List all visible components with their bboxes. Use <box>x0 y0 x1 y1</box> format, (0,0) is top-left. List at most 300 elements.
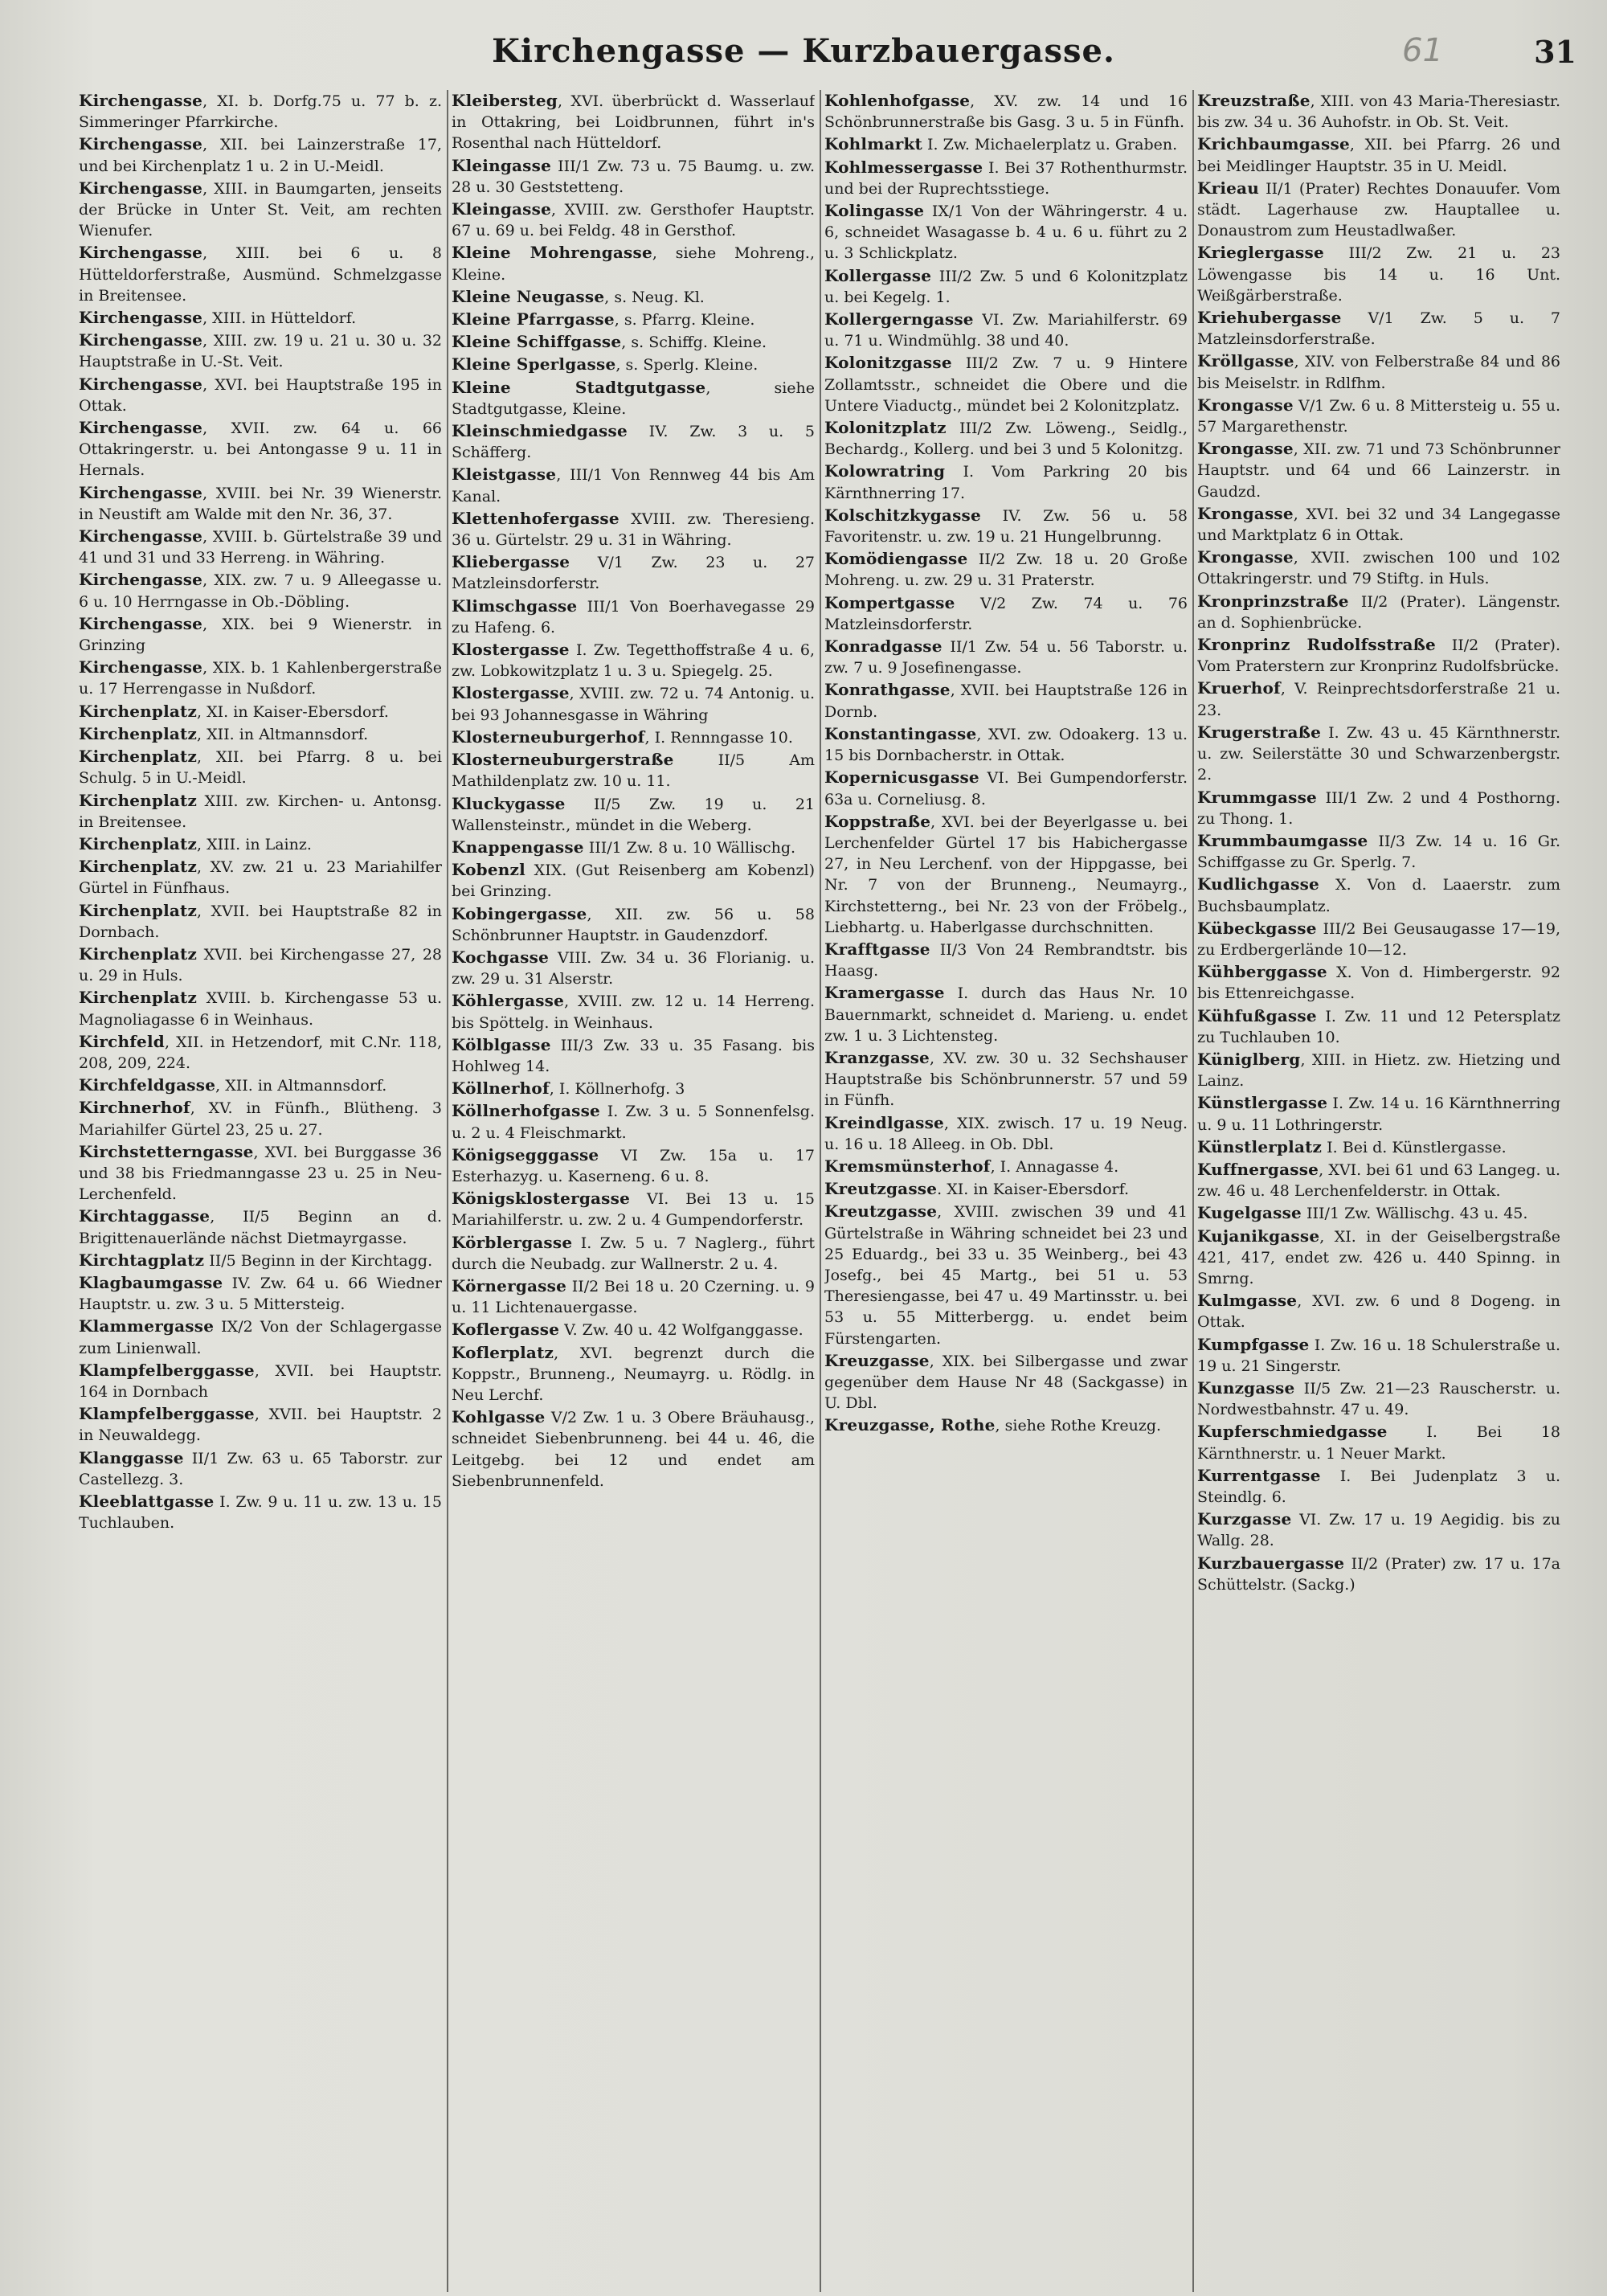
street-name: Kobingergasse <box>452 903 587 923</box>
street-description: I. Vom Parkring 20 bis Kärnthnerring 17. <box>824 463 1188 502</box>
street-name: Kirchengasse <box>79 243 203 263</box>
street-entry <box>452 551 815 594</box>
street-description: , XIV. von Felberstraße 84 und 86 bis Meiselstr. in Rdlfhm. <box>1197 353 1560 392</box>
street-name: Kochgasse <box>452 947 549 967</box>
street-entry <box>1197 242 1560 306</box>
street-entry <box>1197 874 1560 916</box>
street-name: Klostergasse <box>452 683 570 703</box>
street-name: Kobenzl <box>452 860 525 880</box>
street-description: III/2 Bei Geusaugasse 17—19, zu Erdbergerlände 10—12. <box>1197 919 1560 959</box>
street-description: V/2 Zw. 74 u. 76 Matzleinsdorferstr. <box>824 594 1188 633</box>
street-name: Kirchtagplatz <box>79 1250 205 1270</box>
street-name: Klosterneuburgerhof <box>452 726 645 747</box>
street-description: II/2 Bei 18 u. 20 Czerning. u. 9 u. 11 Lichtenauergasse. <box>452 1277 815 1317</box>
street-name: Kleine Pfarrgasse <box>452 309 615 329</box>
street-description: II/1 Zw. 54 u. 56 Taborstr. u. zw. 7 u. 9 Josefinengasse. <box>824 638 1188 677</box>
street-description: IV. Zw. 64 u. 66 Wiedner Hauptstr. u. zw. 3 u. 5 Mittersteig. <box>79 1274 442 1314</box>
street-entry <box>452 1406 815 1492</box>
street-description: , XV. zw. 21 u. 23 Mariahilfer Gürtel in Fünfhaus. <box>79 858 442 898</box>
street-entry <box>824 1350 1188 1414</box>
street-description: , XIII. in Hietz. zw. Hietzing und Lainz. <box>1197 1050 1560 1091</box>
street-entry <box>1197 722 1560 786</box>
street-entry <box>1197 1421 1560 1463</box>
column-2 <box>452 90 815 2292</box>
street-description: , III/1 Von Rennweg 44 bis Am Kanal. <box>452 466 815 505</box>
street-name: Kirchenplatz <box>79 747 198 767</box>
street-entry <box>824 1414 1188 1436</box>
street-description: I. Bei Judenplatz 3 u. Steindlg. 6. <box>1197 1467 1560 1506</box>
street-name: Köllnerhof <box>452 1078 550 1099</box>
street-name: Kruerhof <box>1197 678 1281 698</box>
street-description: I. Zw. 3 u. 5 Sonnenfelsg. u. 2 u. 4 Fleischmarkt. <box>452 1103 815 1142</box>
street-name: Kühberggasse <box>1197 962 1327 982</box>
street-name: Kugelgasse <box>1197 1203 1302 1223</box>
street-name: Kleibersteg <box>452 91 558 110</box>
street-name: Kirchengasse <box>79 308 203 328</box>
street-entry <box>824 1156 1188 1177</box>
street-description: , XVIII. bei Nr. 39 Wienerstr. in Neustift am Walde mit den Nr. 36, 37. <box>79 484 442 523</box>
street-name: Kollergasse <box>824 265 932 285</box>
column-3 <box>824 90 1188 2292</box>
street-entry <box>79 900 442 943</box>
street-name: Kirchenplatz <box>79 833 198 853</box>
street-entry <box>452 354 815 375</box>
street-entry <box>824 767 1188 809</box>
street-name: Konradgasse <box>824 636 943 657</box>
street-name: Kirchenplatz <box>79 857 198 877</box>
street-description: , XV. zw. 30 u. 32 Sechshauser Hauptstraße bis Schönbrunnerstr. 57 und 59 in Fünfh. <box>824 1049 1188 1110</box>
street-entry <box>1197 1005 1560 1048</box>
street-entry <box>824 723 1188 766</box>
street-description: I. Zw. 5 u. 7 Naglerg., führt durch die Neubadg. zur Wallnerstr. 2 u. 4. <box>452 1234 815 1273</box>
street-description: , XVI. zw. 6 und 8 Dogeng. in Ottak. <box>1197 1292 1560 1332</box>
street-entry <box>824 1047 1188 1111</box>
street-description: , XVI. bei der Beyerlgasse u. bei Lerchenfelder Gürtel 17 bis Habichergasse 27, in Neu Lerchenf. von der Hippgasse, bei Nr. 7 von der Brunneng., Neumayrg., Kirchstetterng., bei Nr. 23 von der Fröbelg., Liebhartg. u. Haberlgasse durchschnitten. <box>824 812 1188 936</box>
street-description: XVIII. zw. Theresieng. 36 u. Gürtelstr. 29 u. 31 in Währing. <box>452 510 815 550</box>
street-description: II/5 Am Mathildenplatz zw. 10 u. 11. <box>452 751 815 791</box>
street-description: I. Bei 18 Kärnthnerstr. u. 1 Neuer Markt. <box>1197 1423 1560 1463</box>
street-name: Kramergasse <box>824 983 945 1003</box>
street-entry <box>79 374 442 416</box>
street-description: I. Bei 37 Rothenthurmstr. und bei der Ruprechtsstiege. <box>824 158 1188 198</box>
street-name: Klampfelberggasse <box>79 1360 255 1380</box>
street-description: I. Zw. 14 u. 16 Kärnthnerring u. 9 u. 11 Lothringerstr. <box>1197 1095 1560 1134</box>
street-entry <box>79 856 442 898</box>
street-name: Küniglberg <box>1197 1049 1301 1069</box>
street-name: Klimschgasse <box>452 595 578 616</box>
street-description: , XVI. überbrückt d. Wasserlauf in Ottakring, bei Loidbrunnen, führt in's Rosenthal nach Hütteldorf. <box>452 92 815 153</box>
street-entry <box>1197 1049 1560 1091</box>
street-entry <box>79 569 442 612</box>
street-name: Kübeckgasse <box>1197 918 1317 938</box>
street-description: , I. Rennngasse 10. <box>644 728 793 747</box>
street-name: Künstlerplatz <box>1197 1136 1323 1156</box>
street-entry <box>824 592 1188 635</box>
street-name: Klammergasse <box>79 1316 215 1336</box>
street-entry <box>452 639 815 681</box>
street-entry <box>452 1078 815 1099</box>
street-name: Kleinschmiedgasse <box>452 421 628 441</box>
street-name: Köllnerhofgasse <box>452 1101 600 1121</box>
street-description: , XIII. zw. 19 u. 21 u. 30 u. 32 Hauptstraße in U.-St. Veit. <box>79 332 442 371</box>
street-description: XVIII. b. Kirchengasse 53 u. Magnoliagasse 6 in Weinhaus. <box>79 989 442 1029</box>
street-name: Kurzbauergasse <box>1197 1553 1345 1573</box>
street-entry <box>452 682 815 725</box>
street-description: IX/1 Von der Währingerstr. 4 u. 6, schneidet Wasagasse b. 4 u. 6 u. führt zu 2 u. 3 Schlickplatz. <box>824 203 1188 263</box>
street-name: Kleistgasse <box>452 465 557 485</box>
street-name: Kirchengasse <box>79 134 203 154</box>
street-entry <box>1197 830 1560 873</box>
street-entry <box>452 331 815 353</box>
street-description: I. Zw. Tegetthoffstraße 4 u. 6, zw. Lobkowitzplatz 1 u. 3 u. Spiegelg. 25. <box>452 641 815 681</box>
street-description: , XVIII. zw. 12 u. 14 Herreng. bis Spöttelg. in Weinhaus. <box>452 992 815 1032</box>
street-entry <box>824 982 1188 1046</box>
street-entry <box>79 178 442 242</box>
street-name: Kreutzgasse <box>824 1179 938 1199</box>
street-entry <box>79 1491 442 1533</box>
street-name: Krummbaumgasse <box>1197 830 1368 850</box>
street-name: Königsklostergasse <box>452 1189 631 1209</box>
street-entry <box>824 505 1188 547</box>
column-4 <box>1197 90 1560 2292</box>
street-entry <box>79 1272 442 1315</box>
street-entry <box>452 198 815 241</box>
street-description: V/1 Zw. 23 u. 27 Matzleinsdorferstr. <box>452 554 815 593</box>
street-description: , XVII. bei Hauptstr. 2 in Neuwaldegg. <box>79 1406 442 1445</box>
street-description: , XVII. bei Hauptstraße 126 in Dornb. <box>824 681 1188 721</box>
street-name: Klettenhofergasse <box>452 508 619 528</box>
street-description: , XVI. bei 32 und 34 Langegasse und Marktplatz 6 in Ottak. <box>1197 505 1560 545</box>
street-name: Kranzgasse <box>824 1047 930 1067</box>
street-name: Kühfußgasse <box>1197 1005 1317 1025</box>
street-name: Kirchengasse <box>79 91 203 110</box>
street-description: , XI. in Kaiser-Ebersdorf. <box>197 702 389 721</box>
street-description: , XII. bei Lainzerstraße 17, und bei Kirchenplatz 1 u. 2 in U.-Meidl. <box>79 136 442 175</box>
street-entry <box>452 1342 815 1406</box>
street-name: Kirchfeld <box>79 1031 165 1051</box>
street-name: Krugerstraße <box>1197 722 1322 742</box>
street-entry <box>452 1034 815 1077</box>
street-description: , XII. zw. 56 u. 58 Schönbrunner Hauptstr. in Gaudenzdorf. <box>452 905 815 944</box>
street-name: Klostergasse <box>452 640 570 660</box>
street-name: Klanggasse <box>79 1447 184 1467</box>
street-description: III/1 Zw. 2 und 4 Posthorng. zu Thong. 1. <box>1197 788 1560 828</box>
street-description: , siehe Stadtgutgasse, Kleine. <box>452 379 815 418</box>
street-description: , XV. zw. 14 und 16 Schönbrunnerstraße bis Gasg. 3 u. 5 in Fünfh. <box>824 92 1188 132</box>
street-entry <box>79 1097 442 1140</box>
street-name: Kujanikgasse <box>1197 1226 1320 1246</box>
street-entry <box>79 1403 442 1446</box>
street-name: Kuffnergasse <box>1197 1159 1319 1179</box>
street-name: Kohlmessergasse <box>824 157 983 177</box>
street-name: Kirchenplatz <box>79 900 198 920</box>
street-entry <box>79 242 442 306</box>
street-name: Krongasse <box>1197 547 1294 567</box>
street-entry <box>452 749 815 792</box>
street-description: , XVIII. zw. 72 u. 74 Antonig. u. bei 93 Johannesgasse in Währing <box>452 685 815 724</box>
street-name: Kirchengasse <box>79 613 203 633</box>
street-description: II/2 (Prater). Längenstr. an d. Sophienbrücke. <box>1197 592 1560 632</box>
street-entry <box>824 636 1188 678</box>
street-entry <box>452 242 815 284</box>
street-entry <box>452 286 815 308</box>
street-description: XIII. zw. Kirchen- u. Antonsg. in Breitensee. <box>79 792 442 831</box>
street-entry <box>1197 395 1560 437</box>
page-number: 31 <box>1534 34 1576 70</box>
street-entry <box>1197 1159 1560 1201</box>
street-description: , II/5 Beginn an d. Brigittenauerlände nächst Dietmayrgasse. <box>79 1208 442 1247</box>
street-entry <box>452 155 815 198</box>
street-entry <box>1197 961 1560 1004</box>
street-name: Kirchengasse <box>79 482 203 502</box>
street-entry <box>452 1144 815 1187</box>
street-entry <box>1197 178 1560 242</box>
street-description: XVII. bei Kirchengasse 27, 28 u. 29 in Huls. <box>79 945 442 985</box>
street-entry <box>1197 1553 1560 1595</box>
street-description: , XIII. in Baumgarten, jenseits der Brücke in Unter St. Veit, am rechten Wienufer. <box>79 179 442 240</box>
street-description: , XVII. zwischen 100 und 102 Ottakringerstr. und 79 Stiftg. in Huls. <box>1197 549 1560 588</box>
street-entry <box>79 329 442 372</box>
street-entry <box>1197 438 1560 502</box>
street-entry <box>824 157 1188 199</box>
street-name: Körnergasse <box>452 1275 567 1295</box>
street-description: , XVII. bei Hauptstr. 164 in Dornbach <box>79 1361 442 1401</box>
street-description: , XIX. zwisch. 17 u. 19 Neug. u. 16 u. 18 Alleeg. in Ob. Dbl. <box>824 1114 1188 1153</box>
street-name: Kleeblattgasse <box>79 1492 215 1511</box>
street-name: Komödiengasse <box>824 549 968 569</box>
street-description: II/3 Zw. 14 u. 16 Gr. Schiffgasse zu Gr. Sperlg. 7. <box>1197 832 1560 872</box>
street-entry <box>1197 503 1560 546</box>
street-description: II/5 Beginn in der Kirchtagg. <box>204 1251 433 1270</box>
street-entry <box>824 679 1188 722</box>
street-entry <box>79 657 442 699</box>
street-description: , s. Neug. Kl. <box>604 288 705 306</box>
street-entry <box>824 939 1188 981</box>
entry-columns <box>79 90 1589 2292</box>
street-name: Kirchengasse <box>79 526 203 546</box>
street-entry <box>824 265 1188 308</box>
street-description: I. Zw. 9 u. 11 u. zw. 13 u. 15 Tuchlauben. <box>79 1493 442 1533</box>
street-name: Knappengasse <box>452 837 584 857</box>
street-name: Kirchstetterngasse <box>79 1141 254 1161</box>
street-name: Kirchenplatz <box>79 701 198 721</box>
street-name: Klampfelberggasse <box>79 1404 255 1424</box>
street-entry <box>452 990 815 1033</box>
street-name: Kleine Schiffgasse <box>452 332 622 352</box>
street-description: I. Zw. 16 u. 18 Schulerstraße u. 19 u. 21 Singerstr. <box>1197 1336 1560 1375</box>
street-description: , XIX. bei 9 Wienerstr. in Grinzing <box>79 615 442 655</box>
street-name: Kluckygasse <box>452 793 566 813</box>
street-description: , XVII. bei Hauptstraße 82 in Dornbach. <box>79 902 442 941</box>
street-description: II/1 Zw. 63 u. 65 Taborstr. zur Castellezg. 3. <box>79 1449 442 1488</box>
street-name: Kudlichgasse <box>1197 874 1319 894</box>
street-description: , XIII. bei 6 u. 8 Hütteldorferstraße, Ausmünd. Schmelzgasse in Breitensee. <box>79 244 442 305</box>
street-entry <box>1197 591 1560 633</box>
street-description: III/2 Zw. 21 u. 23 Löwengasse bis 14 u. 16 Unt. Weißgärberstraße. <box>1197 244 1560 305</box>
street-entry <box>1197 787 1560 829</box>
street-description: , XII. in Altmannsdorf. <box>197 725 369 743</box>
street-description: I. durch das Haus Nr. 10 Bauernmarkt, schneidet d. Marieng. u. endet zw. 1 u. 3 Lichtensteg. <box>824 984 1188 1045</box>
street-name: Kirchnerhof <box>79 1098 190 1118</box>
street-name: Kreuzgasse <box>824 1350 930 1370</box>
street-entry <box>452 903 815 946</box>
street-entry <box>79 1205 442 1248</box>
street-entry <box>452 1232 815 1275</box>
street-entry <box>1197 90 1560 133</box>
street-name: Konstantingasse <box>824 723 977 743</box>
street-description: III/2 Zw. Löweng., Seidlg., Bechardg., Kollerg. und bei 3 und 5 Kolonitzg. <box>824 420 1188 459</box>
street-entry <box>1197 1465 1560 1508</box>
street-entry <box>79 790 442 833</box>
page-title: Kirchengasse — Kurzbauergasse. <box>492 32 1115 70</box>
street-entry <box>79 1316 442 1358</box>
street-entry <box>79 482 442 525</box>
street-description: , XV. in Fünfh., Blütheng. 3 Mariahilfer Gürtel 23, 25 u. 27. <box>79 1099 442 1139</box>
street-entry <box>1197 546 1560 589</box>
street-entry <box>79 723 442 745</box>
street-entry <box>1197 1092 1560 1135</box>
street-name: Kopernicusgasse <box>824 767 979 788</box>
street-description: , XII. bei Pfarrg. 8 u. bei Schulg. 5 in U.-Meidl. <box>79 748 442 788</box>
street-description: , XVIII. zwischen 39 und 41 Gürtelstraße in Währing schneidet bei 23 und 25 Eduardg., bei 33 u. 35 Weinberg., bei 43 Josefg., bei 45 Martg., bei 51 u. 53 Theresiengasse, bei 47 u. 49 Martinsstr. u. bei 53 u. 55 Mitterbergg. u. endet beim Fürstengarten. <box>824 1203 1188 1348</box>
street-name: Kronprinz Rudolfsstraße <box>1197 635 1436 655</box>
street-description: , XVII. zw. 64 u. 66 Ottakringerstr. u. bei Antongasse 9 u. 11 in Hernals. <box>79 420 442 480</box>
street-name: Kirchengasse <box>79 570 203 590</box>
street-description: III/2 Zw. 5 und 6 Kolonitzplatz u. bei Kegelg. 1. <box>824 267 1188 306</box>
street-name: Kirchtaggasse <box>79 1206 211 1226</box>
street-description: II/5 Zw. 19 u. 21 Wallensteinstr., mündet in die Weberg. <box>452 795 815 834</box>
street-name: Kröllgasse <box>1197 351 1294 371</box>
street-entry <box>1197 1226 1560 1290</box>
street-name: Königsegggasse <box>452 1144 599 1164</box>
street-name: Kurrentgasse <box>1197 1465 1321 1485</box>
street-entry <box>1197 1290 1560 1332</box>
street-entry <box>1197 1508 1560 1551</box>
street-entry <box>1197 133 1560 176</box>
street-description: , siehe Mohreng., Kleine. <box>452 244 815 284</box>
street-description: X. Von d. Himbergerstr. 92 bis Ettenreichgasse. <box>1197 964 1560 1003</box>
street-description: , XIII. von 43 Maria-Theresiastr. bis zw. 34 u. 36 Auhofstr. in Ob. St. Veit. <box>1197 92 1560 132</box>
street-name: Kunzgasse <box>1197 1377 1295 1398</box>
street-description: , XII. zw. 71 und 73 Schönbrunner Hauptstr. und 64 und 66 Lainzerstr. in Gaudzd. <box>1197 440 1560 501</box>
street-description: III/2 Zw. 7 u. 9 Hintere Zollamtsstr., schneidet die Obere und die Untere Viaductg., mündet bei 2 Kolonitzplatz. <box>824 354 1188 415</box>
street-entry <box>1197 634 1560 677</box>
street-description: VI Zw. 15a u. 17 Esterhazyg. u. Kaserneng. 6 u. 8. <box>452 1146 815 1185</box>
street-description: VI. Bei Gumpendorferstr. 63a u. Corneliusg. 8. <box>824 769 1188 808</box>
street-name: Krongasse <box>1197 503 1294 523</box>
street-entry <box>452 1319 815 1340</box>
street-entry <box>79 90 442 133</box>
street-name: Kirchengasse <box>79 374 203 394</box>
street-entry <box>824 811 1188 938</box>
street-name: Kreuzgasse, Rothe <box>824 1415 996 1435</box>
street-name: Kleine Mohrengasse <box>452 243 652 263</box>
street-name: Künstlergasse <box>1197 1093 1328 1113</box>
street-entry <box>452 1100 815 1143</box>
street-entry <box>452 1275 815 1318</box>
street-description: III/1 Zw. 8 u. 10 Wällischg. <box>583 838 796 857</box>
street-entry <box>452 309 815 330</box>
street-name: Köhlergasse <box>452 991 565 1011</box>
street-name: Krichbaumgasse <box>1197 134 1350 154</box>
street-name: Kolowratring <box>824 461 946 481</box>
street-name: Kirchengasse <box>79 657 203 677</box>
street-description: , s. Sperlg. Kleine. <box>615 356 759 374</box>
street-description: I. Zw. Michaelerplatz u. Graben. <box>922 136 1178 154</box>
street-description: , I. Annagasse 4. <box>990 1157 1119 1176</box>
street-name: Kleine Sperlgasse <box>452 354 616 374</box>
street-name: Kirchenplatz <box>79 723 198 743</box>
street-description: , XIII. in Lainz. <box>197 835 312 853</box>
street-entry <box>452 90 815 154</box>
street-description: , s. Pfarrg. Kleine. <box>614 311 755 329</box>
street-entry <box>824 90 1188 133</box>
street-entry <box>452 377 815 420</box>
street-entry <box>79 833 442 855</box>
street-description: II/2 (Prater). Vom Praterstern zur Kronprinz Rudolfsbrücke. <box>1197 636 1560 676</box>
street-description: I. Zw. 43 u. 45 Kärnthnerstr. u. zw. Seilerstätte 30 und Schwarzenbergstr. 2. <box>1197 723 1560 784</box>
street-description: , XII. in Hetzendorf, mit C.Nr. 118, 208, 209, 224. <box>79 1033 442 1072</box>
street-description: VI. Zw. Mariahilferstr. 69 u. 71 u. Windmühlg. 38 und 40. <box>824 311 1188 350</box>
street-name: Konrathgasse <box>824 680 951 700</box>
street-name: Krongasse <box>1197 395 1294 415</box>
street-entry <box>79 1074 442 1096</box>
street-description: IV. Zw. 56 u. 58 Favoritenstr. u. zw. 19 u. 21 Hungelbrunng. <box>824 506 1188 546</box>
street-name: Kurzgasse <box>1197 1509 1292 1529</box>
street-entry <box>79 417 442 481</box>
pencil-annotation: 61 <box>1402 32 1443 69</box>
street-name: Kirchenplatz <box>79 790 198 810</box>
street-name: Kolonitzplatz <box>824 418 947 438</box>
street-name: Kohlenhofgasse <box>824 91 971 110</box>
street-description: III/1 Von Boerhavegasse 29 zu Hafeng. 6. <box>452 597 815 636</box>
street-description: II/2 Zw. 18 u. 20 Große Mohreng. u. zw. 29 u. 31 Praterstr. <box>824 550 1188 590</box>
street-description: , XIX. b. 1 Kahlenbergerstraße u. 17 Herrengasse in Nußdorf. <box>79 659 442 698</box>
street-description: I. Zw. 11 und 12 Petersplatz zu Tuchlauben 10. <box>1197 1007 1560 1046</box>
street-entry <box>824 133 1188 155</box>
street-name: Kumpfgasse <box>1197 1334 1310 1354</box>
street-entry <box>79 746 442 788</box>
street-description: II/2 (Prater) zw. 17 u. 17a Schüttelstr. (Sackg.) <box>1197 1554 1560 1594</box>
street-name: Kirchfeldgasse <box>79 1075 216 1095</box>
street-name: Kompertgasse <box>824 592 955 612</box>
street-entry <box>79 1360 442 1402</box>
street-description: IX/2 Von der Schlagergasse zum Linienwall. <box>79 1318 442 1357</box>
street-entry <box>452 420 815 463</box>
street-description: XIX. (Gut Reisenberg am Kobenzl) bei Grinzing. <box>452 862 815 901</box>
street-name: Kleingasse <box>452 199 552 219</box>
street-description: III/1 Zw. 73 u. 75 Baumg. u. zw. 28 u. 30 Geststetteng. <box>452 157 815 196</box>
street-description: , siehe Rothe Kreuzg. <box>995 1417 1162 1435</box>
street-entry <box>79 613 442 656</box>
street-name: Kulmgasse <box>1197 1291 1298 1311</box>
street-description: I. Bei d. Künstlergasse. <box>1322 1138 1507 1156</box>
street-description: , XII. in Altmannsdorf. <box>215 1077 387 1095</box>
street-name: Koppstraße <box>824 811 931 831</box>
street-name: Koflerplatz <box>452 1342 554 1362</box>
street-description: , I. Köllnerhofg. 3 <box>549 1080 685 1099</box>
street-name: Kupferschmiedgasse <box>1197 1422 1388 1442</box>
street-name: Kriehubergasse <box>1197 308 1342 328</box>
street-entry <box>79 1250 442 1271</box>
street-name: Kolingasse <box>824 201 925 221</box>
street-description: X. Von d. Laaerstr. zum Buchsbaumplatz. <box>1197 876 1560 915</box>
street-description: , XIX. zw. 7 u. 9 Alleegasse u. 6 u. 10 Herrngasse in Ob.-Döbling. <box>79 571 442 611</box>
street-entry <box>1197 1136 1560 1158</box>
street-description: II/5 Zw. 21—23 Rauscherstr. u. Nordwestbahnstr. 47 u. 49. <box>1197 1379 1560 1419</box>
street-description: III/3 Zw. 33 u. 35 Fasang. bis Hohlweg 14. <box>452 1036 815 1075</box>
street-name: Kreutzgasse <box>824 1201 938 1222</box>
